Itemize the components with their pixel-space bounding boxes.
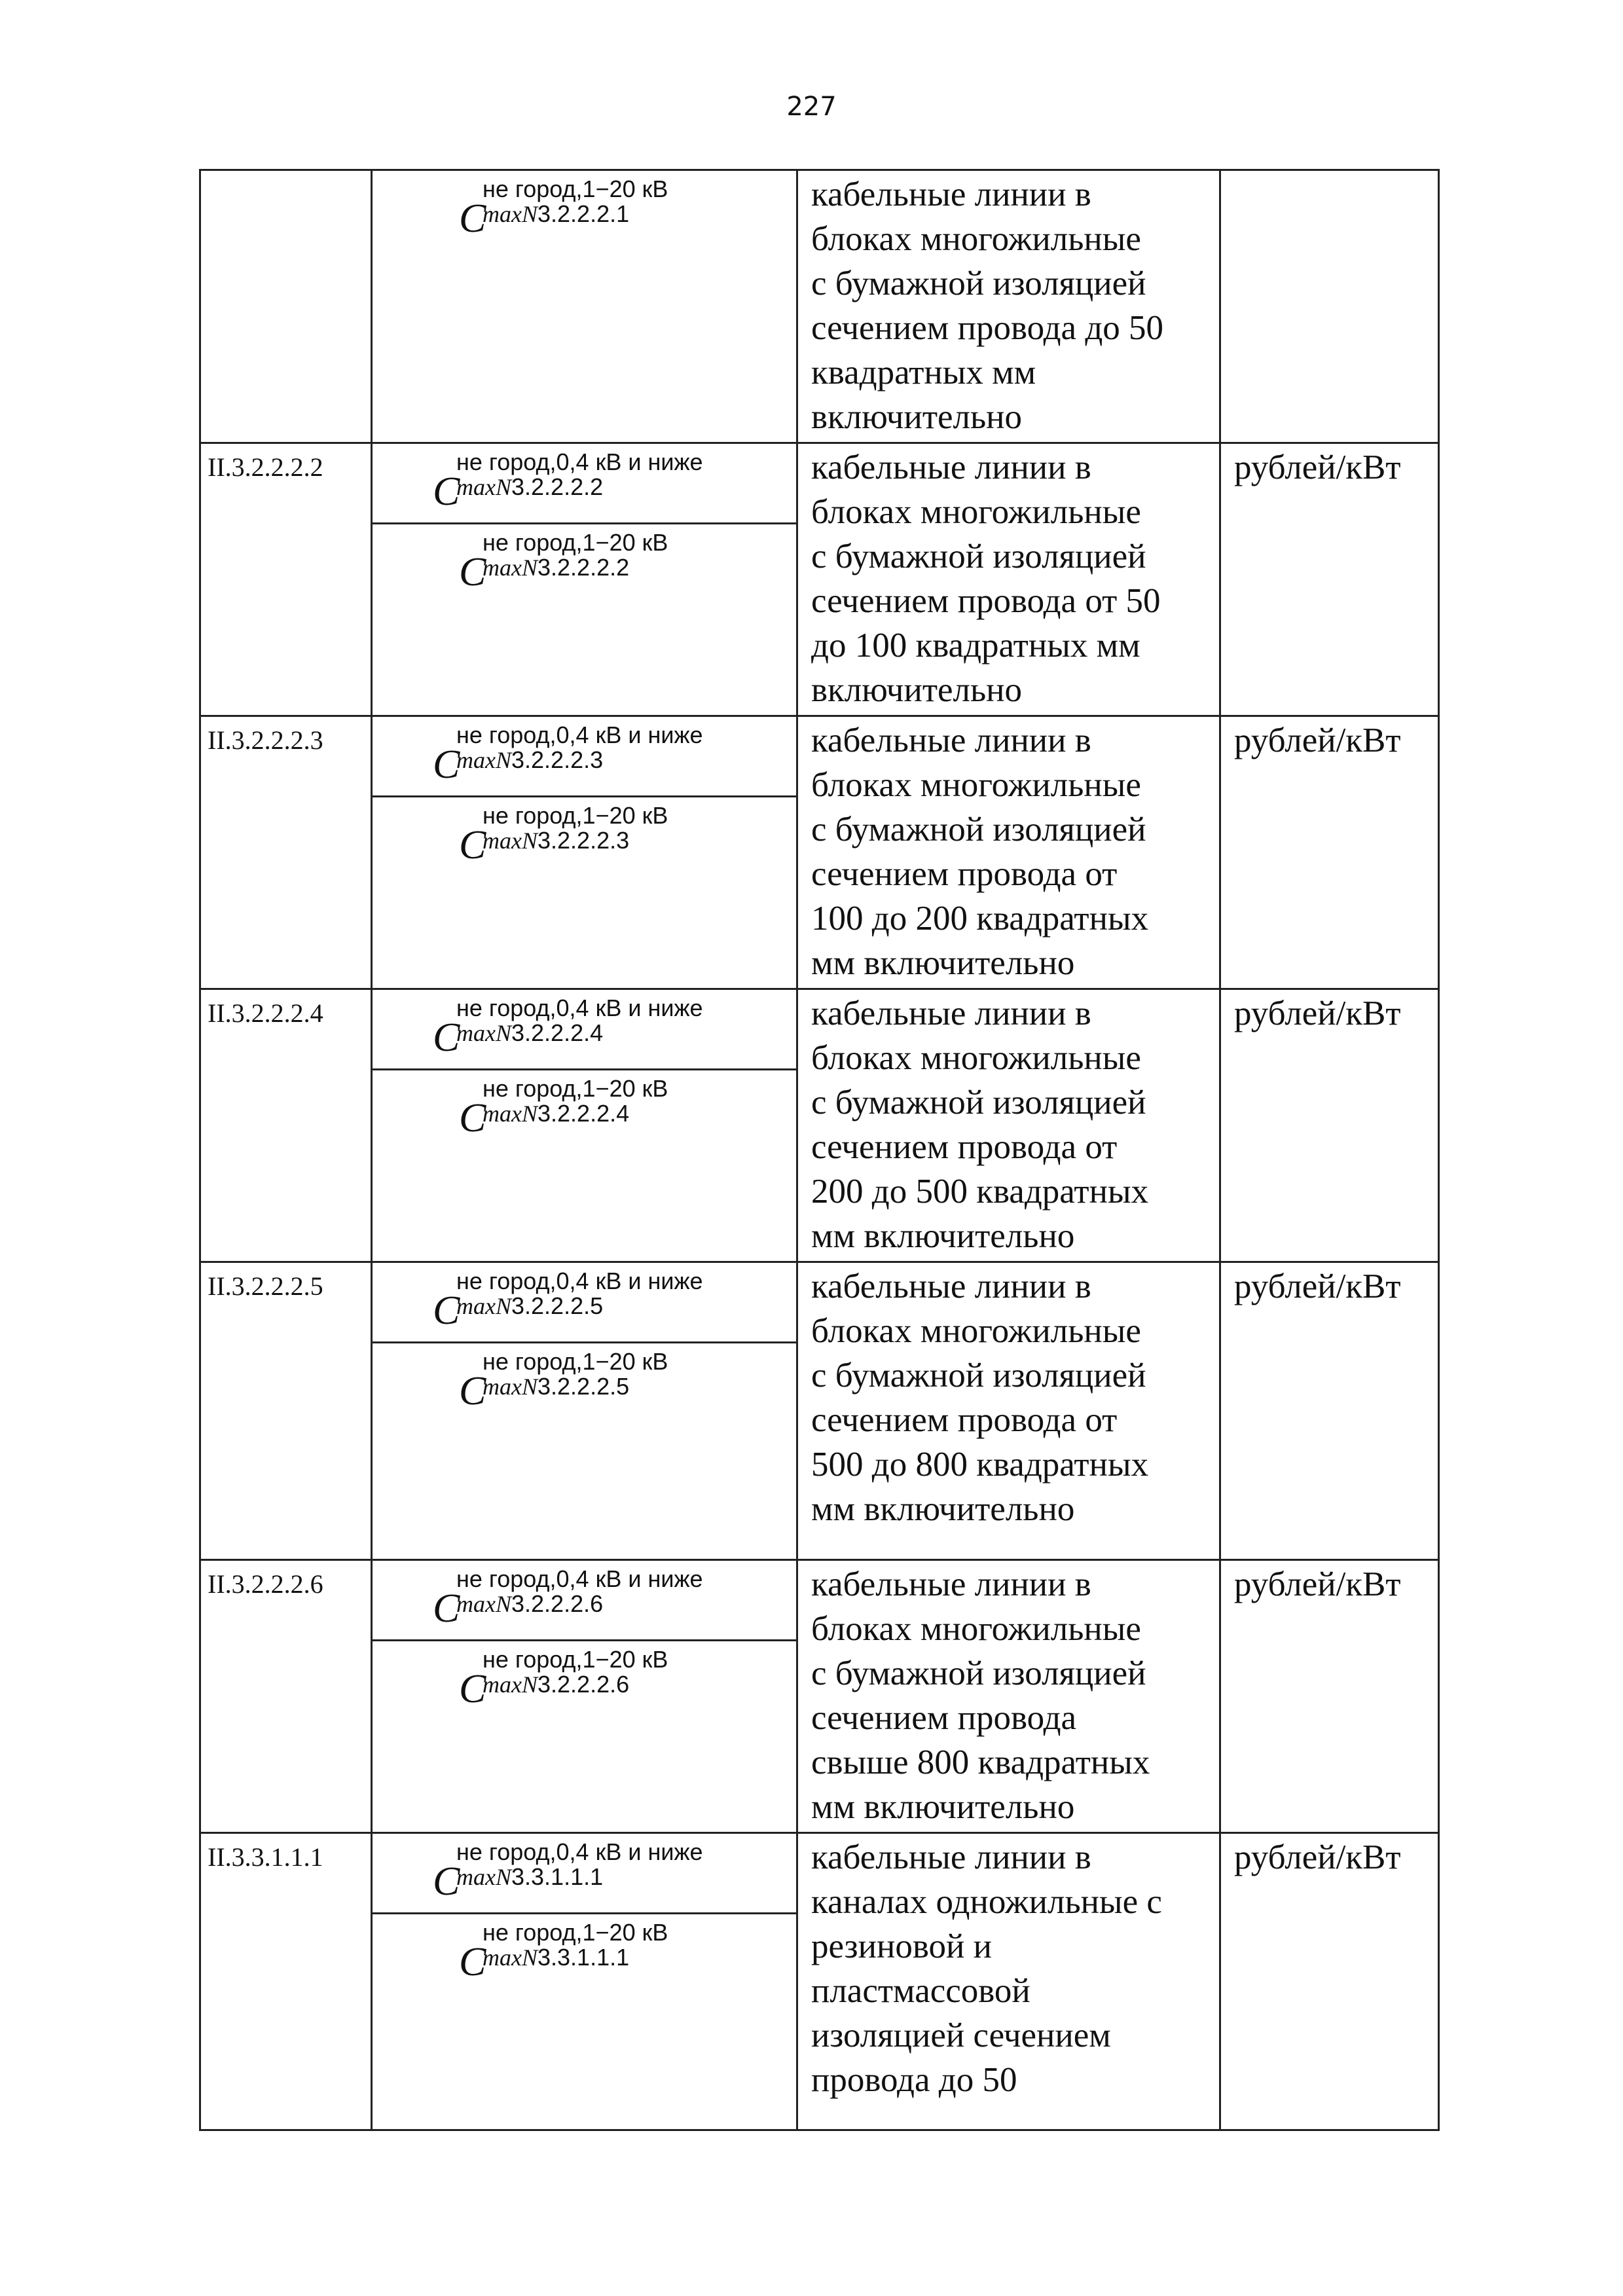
formula: C не город,0,4 кВ и ниже maxN3.2.2.2.3 — [373, 717, 796, 797]
formula-cell — [372, 716, 797, 989]
formula: C не город,1−20 кВ maxN3.2.2.2.2 — [459, 529, 668, 594]
unit-cell: рублей/кВт — [1220, 443, 1439, 716]
code-cell — [200, 170, 372, 443]
table-row — [200, 170, 1439, 443]
tariff-table — [199, 169, 1440, 2131]
code-cell: II.3.2.2.2.4 — [200, 989, 372, 1262]
unit-cell: рублей/кВт — [1220, 989, 1439, 1262]
formula: C не город,1−20 кВ maxN3.2.2.2.5 — [459, 1348, 668, 1413]
formula: C не город,1−20 кВ maxN3.3.1.1.1 — [459, 1919, 668, 1984]
table-row — [200, 443, 1439, 716]
formula-cell — [372, 1560, 797, 1833]
unit-cell — [1220, 170, 1439, 443]
formula: C не город,0,4 кВ и ниже maxN3.3.1.1.1 — [373, 1834, 796, 1914]
formula: C не город,1−20 кВ maxN3.2.2.2.1 — [459, 175, 668, 241]
description-cell: кабельные линии в блоках многожильные с бумажной изоляцией сечением провода до 50 квадратных мм включительно — [797, 170, 1220, 443]
table-row — [200, 1262, 1439, 1560]
code-cell: II.3.2.2.2.3 — [200, 716, 372, 989]
formula-cell — [372, 989, 797, 1262]
description-cell: кабельные линии в блоках многожильные с бумажной изоляцией сечением провода от 50 до 100 квадратных мм включительно — [797, 443, 1220, 716]
description-cell: кабельные линии в блоках многожильные с бумажной изоляцией сечением провода свыше 800 квадратных мм включительно — [797, 1560, 1220, 1833]
formula: C не город,1−20 кВ maxN3.2.2.2.4 — [459, 1075, 668, 1140]
formula: C не город,0,4 кВ и ниже maxN3.2.2.2.4 — [373, 990, 796, 1070]
code-cell: II.3.2.2.2.2 — [200, 443, 372, 716]
formula: C не город,0,4 кВ и ниже maxN3.2.2.2.2 — [373, 444, 796, 524]
code-cell: II.3.2.2.2.6 — [200, 1560, 372, 1833]
description-cell: кабельные линии в каналах одножильные с резиновой и пластмассовой изоляцией сечением провода до 50 — [797, 1833, 1220, 2130]
description-cell: кабельные линии в блоках многожильные с бумажной изоляцией сечением провода от 100 до 200 квадратных мм включительно — [797, 716, 1220, 989]
formula-cell — [372, 443, 797, 716]
formula: C не город,1−20 кВ maxN3.2.2.2.3 — [459, 802, 668, 867]
formula-cell — [372, 1262, 797, 1560]
unit-cell: рублей/кВт — [1220, 1833, 1439, 2130]
unit-cell: рублей/кВт — [1220, 716, 1439, 989]
unit-cell: рублей/кВт — [1220, 1560, 1439, 1833]
page-number: 227 — [786, 92, 837, 122]
table-row — [200, 1560, 1439, 1833]
formula: C не город,0,4 кВ и ниже maxN3.2.2.2.6 — [373, 1561, 796, 1641]
code-cell: II.3.3.1.1.1 — [200, 1833, 372, 2130]
table-row — [200, 989, 1439, 1262]
description-cell: кабельные линии в блоках многожильные с бумажной изоляцией сечением провода от 500 до 800 квадратных мм включительно — [797, 1262, 1220, 1560]
formula-cell — [372, 170, 797, 443]
table-row — [200, 1833, 1439, 2130]
formula: C не город,0,4 кВ и ниже maxN3.2.2.2.5 — [373, 1263, 796, 1343]
description-cell: кабельные линии в блоках многожильные с бумажной изоляцией сечением провода от 200 до 500 квадратных мм включительно — [797, 989, 1220, 1262]
unit-cell: рублей/кВт — [1220, 1262, 1439, 1560]
table-row — [200, 716, 1439, 989]
formula: C не город,1−20 кВ maxN3.2.2.2.6 — [459, 1646, 668, 1711]
table-body — [200, 170, 1439, 2130]
formula-cell — [372, 1833, 797, 2130]
code-cell: II.3.2.2.2.5 — [200, 1262, 372, 1560]
